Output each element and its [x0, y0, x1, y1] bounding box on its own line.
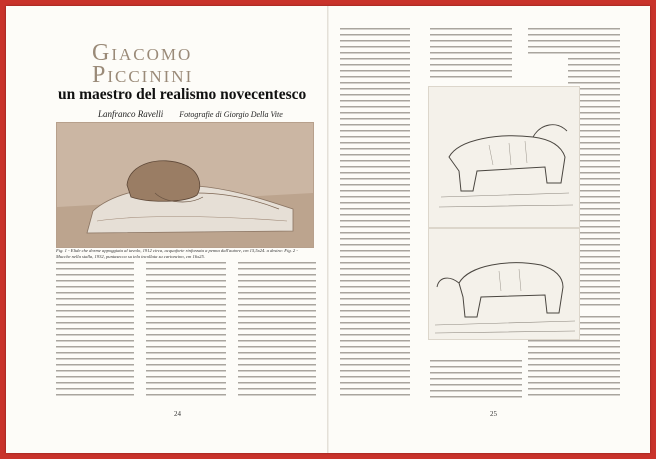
sleeping-girl-drawing	[56, 122, 314, 248]
cow-sketch-lower	[428, 228, 580, 340]
body-text-column	[238, 262, 316, 396]
body-text-column	[340, 28, 410, 400]
page-number-right: 25	[490, 410, 497, 418]
byline	[98, 109, 297, 119]
figure-caption-left: Fig. 1 - Elide che dorme appoggiata al tavolo, 1912 circa, acquaforte rinforzata a penna dall'autore, cm 15,5x24. a destra: Fig. 2 - Mucche nella stalla, 1932, puntasecca su tela incollata su cartoncino, cm 16x25.	[56, 248, 298, 259]
author-name: Lanfranco Ravelli	[98, 109, 164, 119]
cow-illustration-lower	[429, 229, 579, 339]
cow-illustration-upper	[429, 87, 579, 227]
page-gutter	[327, 6, 329, 453]
body-text-column	[430, 360, 522, 400]
title-last-name: Piccinini	[92, 62, 194, 88]
photo-credit: Fotografie di Giorgio Della Vite	[179, 110, 283, 119]
body-text-column	[528, 28, 620, 54]
magazine-spread	[6, 6, 650, 453]
page-number-left: 24	[174, 410, 181, 418]
cow-sketch-upper	[428, 86, 580, 228]
body-text-column	[430, 28, 512, 82]
article-subtitle: un maestro del realismo novecentesco	[58, 86, 307, 103]
sleeping-girl-illustration	[57, 123, 313, 247]
body-text-column	[56, 262, 134, 396]
article-title	[92, 42, 193, 86]
body-text-column	[146, 262, 226, 396]
title-first-name: Giacomo	[92, 40, 193, 66]
